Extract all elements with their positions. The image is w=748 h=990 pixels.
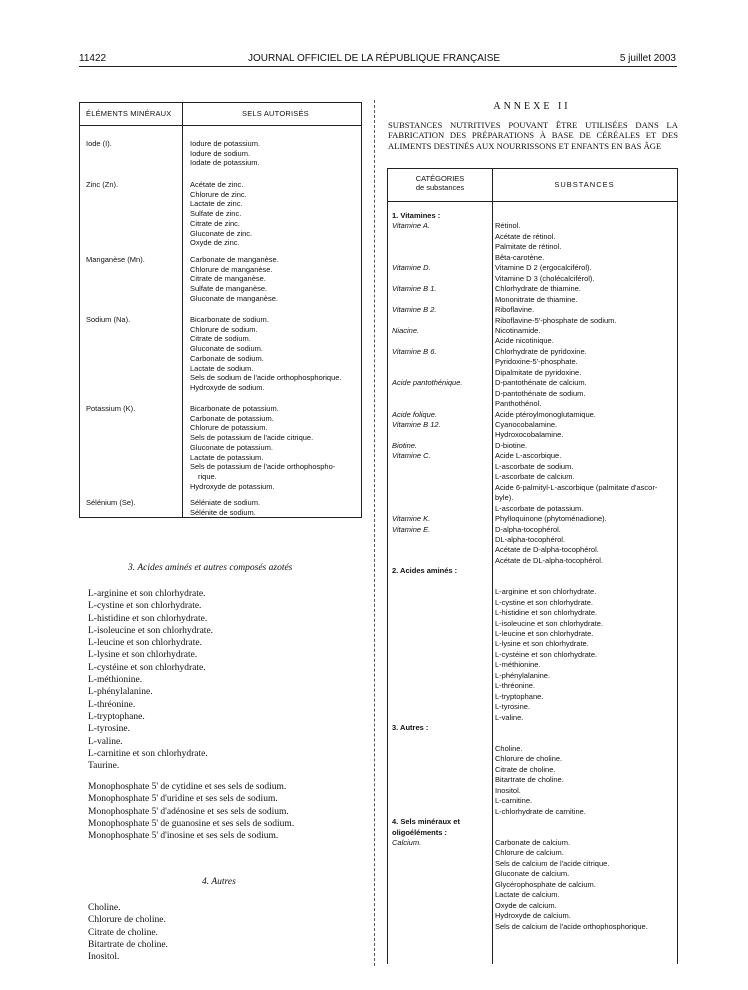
table-column-divider <box>182 103 183 517</box>
substance-item: DL-alpha-tocophérol. <box>495 534 566 544</box>
authorized-salt: Sels de potassium de l'acide citrique. <box>190 433 314 443</box>
substance-item: Riboflavine. <box>495 305 535 315</box>
substance-item: L-thréonine. <box>495 681 536 691</box>
substance-item: L-phénylalanine. <box>495 670 551 680</box>
other-substance-item: Chlorure de choline. <box>88 915 166 926</box>
substance-item: Inositol. <box>495 785 521 795</box>
authorized-salt: Iodure de sodium. <box>190 148 251 158</box>
substance-item: L-ascorbate de sodium. <box>495 461 574 471</box>
substance-item: Nicotinamide. <box>495 325 541 335</box>
header-rule <box>79 66 677 67</box>
substance-item: Carbonate de calcium. <box>495 838 571 847</box>
amino-acid-item: L-leucine et son chlorhydrate. <box>88 638 202 649</box>
authorized-salt: Gluconate de manganèse. <box>190 293 278 303</box>
substance-item: Lactate de calcium. <box>495 890 560 900</box>
minerals-table <box>79 102 362 518</box>
substance-category-heading: oligoéléments : <box>392 827 448 837</box>
authorized-salt: Citrate de zinc. <box>190 218 241 228</box>
substance-item: L-ascorbate de calcium. <box>495 472 575 482</box>
authorized-salt: Carbonate de potassium. <box>190 413 274 423</box>
column-header-categories <box>388 174 492 192</box>
substance-item: L-ascorbate de potassium. <box>495 503 584 513</box>
authorized-salt: Bicarbonate de potassium. <box>190 404 279 413</box>
substance-item: Acide L-ascorbique. <box>495 451 562 461</box>
authorized-salt: Sels de sodium de l'acide orthophosphorique. <box>190 373 342 383</box>
substance-category: Calcium. <box>392 838 422 847</box>
authorized-salt: Hydroxyde de potassium. <box>190 481 275 491</box>
table-header-divider <box>80 125 361 126</box>
substance-category: Vitamine K. <box>392 514 431 524</box>
substances-table <box>387 168 678 964</box>
substance-item: Pyridoxine-5'-phosphate. <box>495 357 578 367</box>
substance-category: Biotine. <box>392 440 418 450</box>
nucleotide-item: Monophosphate 5' d'inosine et ses sels de sodium. <box>88 831 279 842</box>
substance-category: Vitamine C. <box>392 451 431 461</box>
substance-item: Mononitrate de thiamine. <box>495 294 578 304</box>
annexe-subtitle: SUBSTANCES NUTRITIVES POUVANT ÊTRE UTILISÉES DANS LA FABRICATION DES PRÉPARATIONS À BASE DE CÉRÉALES ET DES ALIMENTS DESTINÉS AUX NOURRISSONS ET ENFANTS EN BAS ÂGE <box>388 120 678 151</box>
substance-item: Chlorhydrate de pyridoxine. <box>495 346 587 356</box>
amino-acid-item: L-méthionine. <box>88 675 143 686</box>
substance-category: Vitamine B 2. <box>392 305 437 315</box>
authorized-salt: Chlorure de manganèse. <box>190 264 273 274</box>
amino-acid-item: L-histidine et son chlorhydrate. <box>88 613 208 624</box>
authorized-salt: Chlorure de zinc. <box>190 189 247 199</box>
substance-item: L-valine. <box>495 712 524 722</box>
substance-item: L-isoleucine et son chlorhydrate. <box>495 618 603 628</box>
authorized-salt: Iodate de potassium. <box>190 158 260 168</box>
substance-item: L-leucine et son chlorhydrate. <box>495 629 594 638</box>
substance-item: L-lysine et son chlorhydrate. <box>495 639 589 649</box>
substance-item: Acétate de D-alpha-tocophérol. <box>495 545 599 555</box>
amino-acid-item: L-cystéine et son chlorhydrate. <box>88 662 206 673</box>
substance-category: Niacine. <box>392 325 420 335</box>
column-divider <box>374 100 375 966</box>
nucleotide-item: Monophosphate 5' d'adénosine et ses sels de sodium. <box>88 806 289 817</box>
substance-item: Bitartrate de choline. <box>495 775 564 785</box>
substance-item: Sels de calcium de l'acide citrique. <box>495 858 610 868</box>
substance-category: Vitamine B 12. <box>392 420 441 429</box>
authorized-salt: Lactate de sodium. <box>190 363 254 373</box>
authorized-salt: Lactate de zinc. <box>190 199 243 209</box>
amino-acid-item: L-cystine et son chlorhydrate. <box>88 601 202 612</box>
amino-acid-item: L-tryptophane. <box>88 711 145 722</box>
substance-category: Vitamine D. <box>392 263 431 273</box>
authorized-salt: rique. <box>198 471 217 481</box>
authorized-salt: Gluconate de sodium. <box>190 344 263 354</box>
amino-acid-item: L-tyrosine. <box>88 724 130 735</box>
mineral-element: Manganèse (Mn). <box>86 255 145 264</box>
substance-item: Acétate de rétinol. <box>495 231 556 241</box>
substance-item: Acide ptéroylmonoglutamique. <box>495 409 596 419</box>
substance-item: Rétinol. <box>495 221 521 231</box>
substance-category: Vitamine B 6. <box>392 346 437 356</box>
substance-item: D-alpha-tocophérol. <box>495 524 561 534</box>
table-column-divider <box>492 169 493 964</box>
substance-category: Acide pantothénique. <box>392 378 463 388</box>
amino-acid-item: L-isoleucine et son chlorhydrate. <box>88 625 214 636</box>
amino-acid-item: L-carnitine et son chlorhydrate. <box>88 748 208 759</box>
substance-category: Acide folique. <box>392 409 438 419</box>
substance-category: Vitamine A. <box>392 221 430 231</box>
substance-item: L-histidine et son chlorhydrate. <box>495 608 598 618</box>
substance-item: D-pantothénate de calcium. <box>495 378 587 388</box>
substance-category-heading: 1. Vitamines : <box>392 211 441 220</box>
substance-item: Bêta-carotène. <box>495 252 545 262</box>
substance-item: Gluconate de calcium. <box>495 869 570 879</box>
authorized-salt: Bicarbonate de sodium. <box>190 315 269 324</box>
authorized-salt: Sélénite de sodium. <box>190 507 256 517</box>
page-number: 11422 <box>79 53 107 64</box>
substance-item: Acétate de DL-alpha-tocophérol. <box>495 555 603 565</box>
mineral-element: Potassium (K). <box>86 404 136 413</box>
column-header-substances: SUBSTANCES <box>554 180 615 189</box>
authorized-salt: Lactate de potassium. <box>190 452 264 462</box>
substance-item: Acide nicotinique. <box>495 336 554 346</box>
substance-item: Citrate de choline. <box>495 764 556 774</box>
nucleotide-item: Monophosphate 5' de guanosine et ses sels de sodium. <box>88 818 295 829</box>
amino-acid-item: L-arginine et son chlorhydrate. <box>88 589 206 599</box>
annexe-title: ANNEXE II <box>493 101 571 112</box>
authorized-salt: Citrate de manganèse. <box>190 274 266 284</box>
amino-acid-item: L-valine. <box>88 736 123 747</box>
substance-item: Vitamine D 2 (ergocalciférol). <box>495 263 592 273</box>
substance-item: Riboflavine-5'-phosphate de sodium. <box>495 315 617 325</box>
authorized-salt: Chlorure de sodium. <box>190 324 258 334</box>
substance-item: Phylloquinone (phytoménadione). <box>495 514 607 524</box>
authorized-salt: Gluconate de zinc. <box>190 228 253 238</box>
authorized-salt: Iodure de potassium. <box>190 139 261 148</box>
other-substance-item: Bitartrate de choline. <box>88 939 168 950</box>
authorized-salt: Gluconate de potassium. <box>190 442 273 452</box>
publication-date: 5 juillet 2003 <box>619 53 676 64</box>
amino-acid-item: L-lysine et son chlorhydrate. <box>88 650 198 661</box>
substance-item: L-carnitine. <box>495 796 533 806</box>
substance-item: Panthothénol. <box>495 399 542 409</box>
substance-item: Chlorure de choline. <box>495 754 563 764</box>
substance-item: Choline. <box>495 743 523 753</box>
substance-item: Chlorhydrate de thiamine. <box>495 284 581 294</box>
authorized-salt: Carbonate de sodium. <box>190 353 264 363</box>
substance-item: L-tryptophane. <box>495 691 544 701</box>
column-header-categories-line1: CATÉGORIES <box>415 174 465 183</box>
nucleotide-item: Monophosphate 5' de cytidine et ses sels de sodium. <box>88 782 287 792</box>
substance-item: L-méthionine. <box>495 660 541 670</box>
mineral-element: Iode (I). <box>86 139 112 148</box>
amino-acid-item: L-thréonine. <box>88 699 136 710</box>
section-4-title: 4. Autres <box>202 877 236 887</box>
substance-item: Oxyde de calcium. <box>495 900 557 910</box>
mineral-element: Sélénium (Se). <box>86 498 136 507</box>
authorized-salt: Sulfate de manganèse. <box>190 284 268 294</box>
section-4-list <box>88 902 168 963</box>
substance-item: Palmitate de rétinol. <box>495 242 562 252</box>
column-header-salts: SELS AUTORISÉS <box>242 109 309 118</box>
substance-category-heading: 2. Acides aminés : <box>392 566 458 576</box>
substance-item: L-cystéine et son chlorhydrate. <box>495 649 598 659</box>
section-3-nucleotides-list <box>88 781 294 842</box>
substance-item: Sels de calcium de l'acide orthophosphorique. <box>495 921 648 931</box>
table-header-divider <box>388 201 677 202</box>
substance-item: L-tyrosine. <box>495 702 531 712</box>
substance-item: Hydroxyde de calcium. <box>495 911 571 921</box>
substance-category-heading: 3. Autres : <box>392 723 429 733</box>
other-substance-item: Inositol. <box>88 952 120 963</box>
section-3-title: 3. Acides aminés et autres composés azotés <box>128 563 293 573</box>
substance-item: D-pantothénate de sodium. <box>495 388 586 398</box>
authorized-salt: Sels de potassium de l'acide orthophospho- <box>190 462 336 472</box>
authorized-salt: Hydroxyde de sodium. <box>190 382 265 392</box>
substance-item: L-chlorhydrate de carnitine. <box>495 806 586 816</box>
mineral-element: Zinc (Zn). <box>86 180 119 189</box>
substance-item: Glycérophosphate de calcium. <box>495 879 596 889</box>
authorized-salt: Carbonate de manganèse. <box>190 255 279 264</box>
substance-item: D-biotine. <box>495 440 528 450</box>
substance-item: Cyanocobalamine. <box>495 420 558 429</box>
substance-item: Vitamine D 3 (cholécalciférol). <box>495 273 595 283</box>
substance-item: Chlorure de calcium. <box>495 848 564 858</box>
substance-category: Vitamine B 1. <box>392 284 437 294</box>
substance-item: Acide 6-palmityl-L-ascorbique (palmitate d'ascor- <box>495 482 658 492</box>
authorized-salt: Séléniate de sodium. <box>190 498 261 507</box>
authorized-salt: Sulfate de zinc. <box>190 209 242 219</box>
substance-category: Vitamine E. <box>392 524 431 534</box>
authorized-salt: Oxyde de zinc. <box>190 238 240 248</box>
section-3-list <box>88 588 213 772</box>
substance-item: L-cystine et son chlorhydrate. <box>495 597 593 607</box>
other-substance-item: Citrate de choline. <box>88 927 158 938</box>
substance-item: Hydroxocobalamine. <box>495 430 564 440</box>
mineral-element: Sodium (Na). <box>86 315 131 324</box>
authorized-salt: Citrate de sodium. <box>190 334 251 344</box>
column-header-categories-line2: de substances <box>415 183 465 192</box>
amino-acid-item: Taurine. <box>88 761 120 772</box>
amino-acid-item: L-phénylalanine. <box>88 687 153 698</box>
substance-item: L-arginine et son chlorhydrate. <box>495 587 597 597</box>
substance-category-heading: 4. Sels minéraux et <box>392 817 460 827</box>
column-header-elements: ÉLÉMENTS MINÉRAUX <box>86 109 172 118</box>
authorized-salt: Chlorure de potassium. <box>190 423 268 433</box>
substance-item: Dipalmitate de pyridoxine. <box>495 367 582 377</box>
other-substance-item: Choline. <box>88 903 121 913</box>
nucleotide-item: Monophosphate 5' d'uridine et ses sels de sodium. <box>88 794 278 805</box>
authorized-salt: Acétate de zinc. <box>190 180 244 189</box>
journal-title: JOURNAL OFFICIEL DE LA RÉPUBLIQUE FRANÇAISE <box>247 53 501 64</box>
substance-item: byle). <box>495 493 514 503</box>
